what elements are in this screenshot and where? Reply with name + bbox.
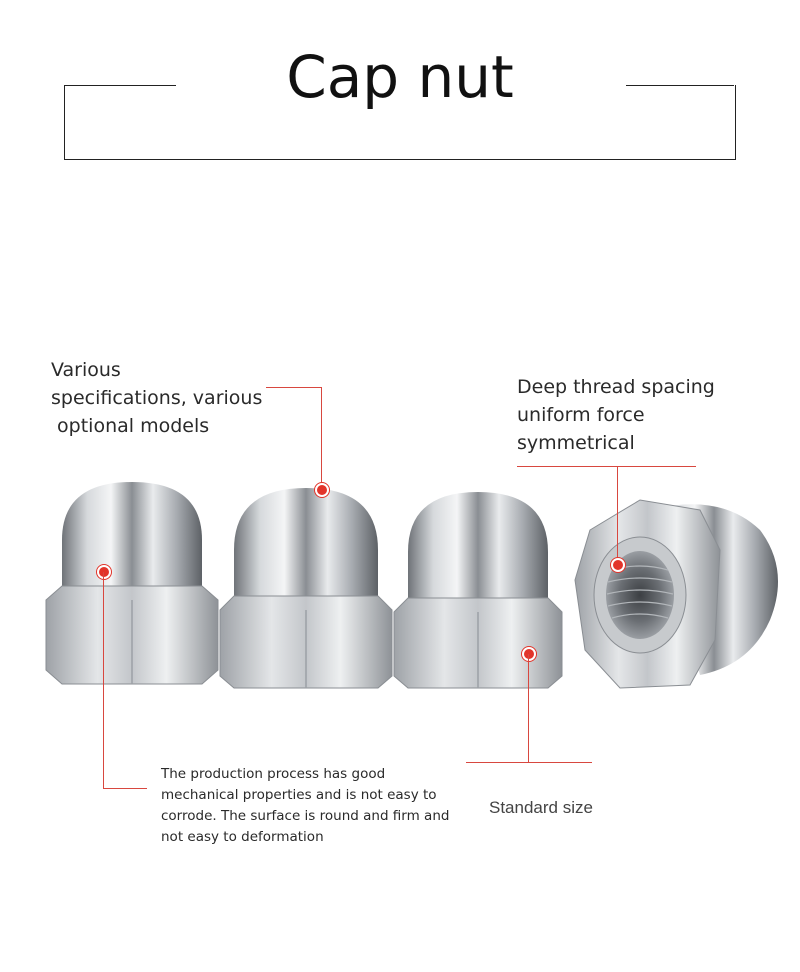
cap-nut-2	[220, 488, 392, 688]
specs-callout-text	[51, 356, 262, 440]
specs-line-3: optional models	[51, 415, 210, 437]
standard-marker-dot	[522, 647, 536, 661]
thread-leader-vertical	[617, 466, 618, 563]
thread-line-3: symmetrical	[517, 432, 635, 454]
standard-size-label: Standard size	[489, 798, 593, 817]
production-leader-vertical	[103, 572, 104, 789]
cap-nut-4	[575, 500, 778, 688]
production-note: The production process has good mechanical properties and is not easy to corrode. The surface is round and firm and not easy to deformation	[161, 766, 450, 845]
cap-nut-1	[46, 482, 218, 684]
production-marker-dot	[97, 565, 111, 579]
thread-line-2: uniform force	[517, 404, 645, 426]
specs-leader-horizontal	[266, 387, 322, 388]
production-leader-horizontal	[103, 788, 147, 789]
thread-leader-horizontal	[517, 466, 696, 467]
specs-line-1: Various	[51, 359, 121, 381]
standard-leader-vertical	[528, 654, 529, 762]
standard-leader-horizontal	[466, 762, 592, 763]
specs-leader-vertical	[321, 387, 322, 488]
cap-nuts-image	[0, 470, 800, 700]
page-title: Cap nut	[286, 43, 514, 111]
specs-marker-dot	[315, 483, 329, 497]
cap-nut-3	[394, 492, 562, 688]
thread-callout-text	[517, 373, 715, 457]
specs-line-2: specifications, various	[51, 387, 263, 409]
thread-line-1: Deep thread spacing	[517, 376, 715, 398]
thread-marker-dot	[611, 558, 625, 572]
